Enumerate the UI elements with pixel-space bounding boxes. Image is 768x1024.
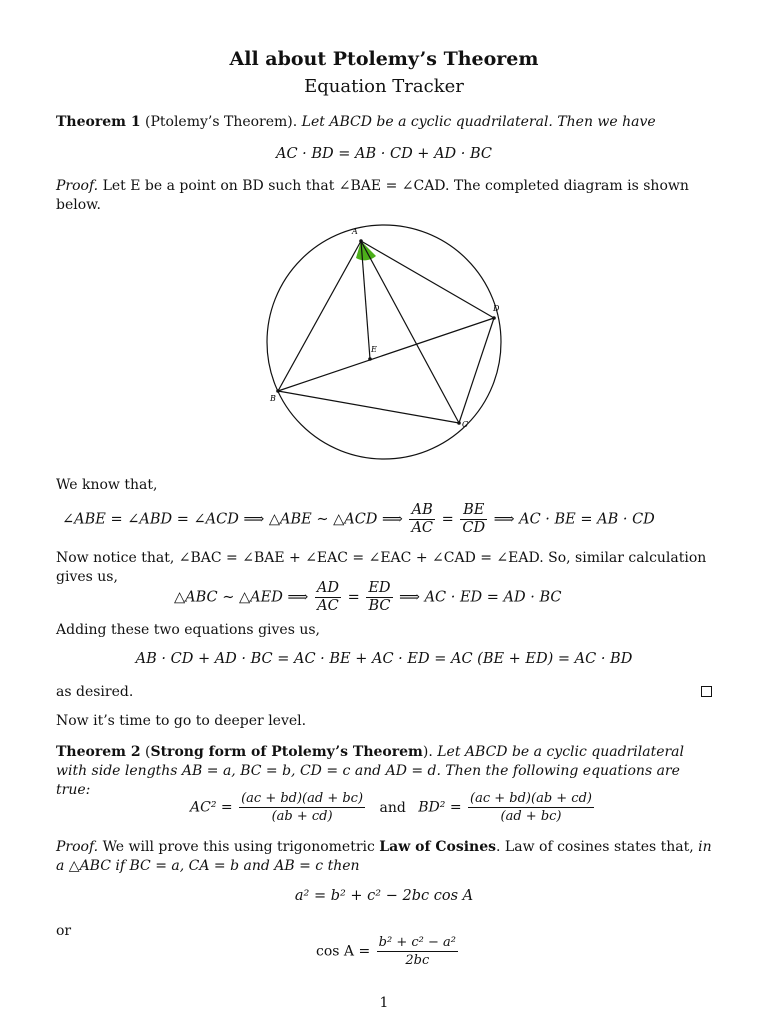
fraction-numerator: ED — [368, 580, 391, 596]
bd-squared-fraction — [468, 790, 594, 825]
segment-ab — [278, 241, 361, 391]
theorem-2-statement: Let ABCD be a cyclic quadrilateral with side lengths AB = a, BC = b, CD = c and AD = d. Then the following equations are true: — [56, 744, 684, 798]
label-d: D — [493, 304, 500, 313]
proof-2-label: Proof. — [56, 839, 99, 855]
proof-2 — [56, 838, 712, 876]
sum-equation: AB · CD + AD · BC = AC · BE + AC · ED = AC (BE + ED) = AC · BD — [135, 651, 633, 667]
equals-sign: = — [441, 511, 454, 528]
point-d — [492, 316, 496, 320]
equals-sign: = — [347, 589, 360, 606]
label-e: E — [371, 345, 377, 354]
proof-2-text-2: . Law of cosines states that, — [496, 839, 694, 855]
fraction-denominator: CD — [462, 520, 486, 536]
cos-lhs: cos A = — [316, 943, 371, 960]
fraction-numerator: AD — [316, 580, 339, 596]
law-of-cosines-equation: a² = b² + c² − 2bc cos A — [294, 888, 474, 904]
equation-chain-1 — [62, 502, 655, 537]
fraction-numerator: (ac + bd)(ab + cd) — [470, 791, 592, 806]
and-word: and — [379, 799, 406, 816]
cosine-equation — [316, 934, 460, 969]
proof-2-text-3: in a △ABC if BC = a, CA = b and AB = c then — [56, 839, 712, 874]
fraction-denominator: (ad + bc) — [500, 809, 562, 824]
fraction-ed-bc — [366, 580, 392, 615]
proof-1-label: Proof. — [56, 178, 99, 194]
ptolemy-equation: AC · BD = AB · CD + AD · BC — [275, 146, 493, 162]
chain2-left: △ABC ∼ △AED ⟹ — [174, 589, 309, 606]
label-a: A — [352, 227, 358, 236]
cyclic-quadrilateral-diagram — [250, 222, 510, 462]
adding-text: Adding these two equations gives us, — [56, 622, 320, 638]
theorem-2-label: Theorem 2 — [56, 744, 141, 760]
point-c — [457, 421, 461, 425]
theorem-2-name-close: ). — [422, 744, 433, 760]
segment-bd — [278, 318, 494, 391]
deeper-text: Now it’s time to go to deeper level. — [56, 713, 307, 729]
fraction-denominator: (ab + cd) — [271, 809, 333, 824]
document-subtitle: Equation Tracker — [304, 76, 464, 97]
point-b — [276, 389, 280, 393]
qed-box-icon — [701, 686, 712, 697]
chain2-right: ⟹ AC · ED = AD · BC — [399, 589, 562, 606]
chain1-left: ∠ABE = ∠ABD = ∠ACD ⟹ △ABE ∼ △ACD ⟹ — [62, 511, 403, 528]
strong-form-equations — [190, 790, 596, 825]
fraction-denominator: AC — [411, 520, 434, 536]
theorem-1-name: (Ptolemy’s Theorem). — [145, 114, 298, 130]
ac-squared-fraction — [239, 790, 365, 825]
fraction-numerator: BE — [460, 502, 487, 520]
fraction-denominator: AC — [317, 598, 339, 614]
or-text: or — [56, 923, 72, 939]
point-e — [368, 357, 372, 361]
theorem-1-statement: Let ABCD be a cyclic quadrilateral. Then we have — [301, 114, 656, 130]
fraction-denominator: BC — [368, 598, 391, 614]
point-a — [359, 239, 363, 243]
fraction-numerator: (ac + bd)(ad + bc) — [241, 791, 364, 806]
bd-squared-lhs: BD² = — [418, 799, 462, 816]
proof-2-text-1: We will prove this using trigonometric — [102, 839, 375, 855]
we-know-text: We know that, — [56, 477, 158, 493]
fraction-be-cd — [460, 502, 487, 537]
as-desired-text: as desired. — [56, 684, 134, 700]
label-c: C — [462, 420, 469, 429]
fraction-ad-ac — [315, 580, 341, 615]
theorem-1 — [56, 113, 712, 132]
theorem-2-name-open: ( — [145, 744, 151, 760]
fraction-numerator: b² + c² − a² — [378, 935, 456, 950]
segment-ad — [361, 241, 494, 318]
theorem-2-name: Strong form of Ptolemy’s Theorem — [150, 744, 423, 760]
theorem-1-label: Theorem 1 — [56, 114, 141, 130]
cosine-fraction — [377, 934, 458, 969]
law-of-cosines: Law of Cosines — [379, 839, 497, 855]
segment-cd — [459, 318, 494, 423]
document-title: All about Ptolemy’s Theorem — [229, 48, 539, 70]
equation-chain-2 — [174, 580, 561, 615]
notice-text: Now notice that, ∠BAC = ∠BAE + ∠EAC = ∠EAC + ∠CAD = ∠EAD. So, similar calculation gives us, — [56, 550, 707, 585]
segment-bc — [278, 391, 459, 423]
page-number: 1 — [379, 995, 389, 1011]
fraction-ab-ac — [409, 502, 435, 537]
segment-ac — [361, 241, 459, 423]
fraction-denominator: 2bc — [405, 953, 430, 968]
proof-1-text: Let E be a point on BD such that ∠BAE = ∠CAD. The completed diagram is shown below. — [56, 178, 689, 213]
label-b: B — [270, 394, 276, 403]
ac-squared-lhs: AC² = — [190, 799, 233, 816]
proof-1 — [56, 177, 712, 215]
chain1-right: ⟹ AC · BE = AB · CD — [493, 511, 655, 528]
fraction-numerator: AB — [409, 502, 435, 520]
